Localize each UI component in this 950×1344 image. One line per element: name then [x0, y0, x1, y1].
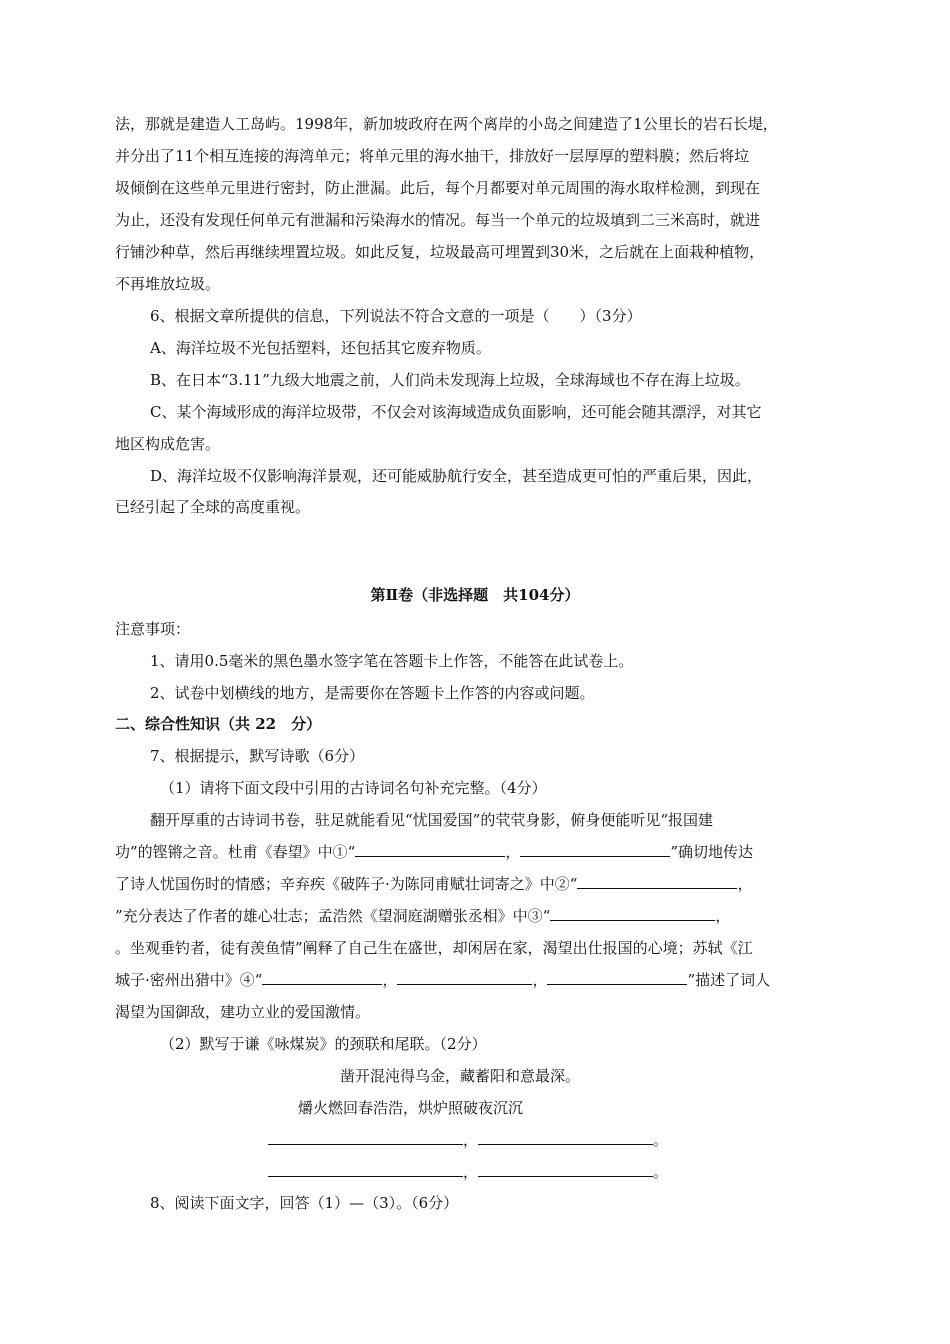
question-6-option-c-cont: 地区构成危害。 [115, 435, 221, 453]
answer-blank[interactable] [262, 970, 382, 985]
text-segment: ， [715, 907, 731, 925]
answer-blank[interactable] [478, 1162, 653, 1177]
answer-blank[interactable] [268, 1162, 463, 1177]
question-7-text [115, 874, 752, 894]
poem-answer-line [268, 1130, 668, 1150]
question-7-text [115, 970, 770, 990]
question-7-stem: 7、根据提示，默写诗歌（6分） [150, 747, 365, 765]
answer-blank[interactable] [550, 906, 715, 921]
part-title: 二、综合性知识（共 22 分） [115, 715, 322, 733]
passage-line: 为止，还没有发现任何单元有泄漏和污染海水的情况。每当一个单元的垃圾填到二三米高时，就进 [115, 211, 761, 229]
text-segment: 功”的铿锵之音。杜甫《春望》中①“ [115, 843, 356, 861]
passage-line: 圾倾倒在这些单元里进行密封，防止泄漏。此后，每个月都要对单元周围的海水取样检测，到现在 [115, 179, 761, 197]
answer-blank[interactable] [547, 970, 687, 985]
question-7-text: 。坐观垂钓者，徒有羡鱼情”阐释了自己生在盛世，却闲居在家，渴望出仕报国的心境；苏轼《江 [115, 939, 753, 957]
question-6-option-d-cont: 已经引起了全球的高度重视。 [115, 498, 311, 516]
notice-item: 2、试卷中划横线的地方，是需要你在答题卡上作答的内容或问题。 [150, 684, 595, 702]
text-segment: ， [463, 1131, 479, 1149]
question-7-text: 渴望为国御敌，建功立业的爱国激情。 [115, 1003, 371, 1021]
question-6-option-b: B、在日本“3.11”九级大地震之前，人们尚未发现海上垃圾，全球海域也不存在海上垃圾。 [150, 371, 750, 389]
question-6-option-c: C、某个海域形成的海洋垃圾带，不仅会对该海域造成负面影响，还可能会随其漂浮，对其它 [150, 403, 762, 421]
text-segment: ， [463, 1163, 479, 1181]
question-7-text [115, 906, 730, 926]
passage-line: 法，那就是建造人工岛屿。1998年，新加坡政府在两个离岸的小岛之间建造了1公里长的岩石长堤， [115, 115, 778, 133]
question-7-sub2: （2）默写于谦《咏煤炭》的颈联和尾联。（2分） [160, 1035, 487, 1053]
notice-label: 注意事项： [115, 620, 191, 638]
answer-blank[interactable] [268, 1130, 463, 1145]
notice-item: 1、请用0.5毫米的黑色墨水签字笔在答题卡上作答，不能答在此试卷上。 [150, 652, 634, 670]
passage-line: 行铺沙种草，然后再继续埋置垃圾。如此反复，垃圾最高可埋置到30米，之后就在上面栽种植物， [115, 243, 765, 261]
question-7-text [115, 842, 753, 862]
answer-blank[interactable] [355, 842, 505, 857]
question-8-stem: 8、阅读下面文字，回答（1）—（3）。（6分） [150, 1194, 459, 1212]
text-segment: ， [532, 971, 548, 989]
answer-blank[interactable] [520, 842, 670, 857]
answer-blank[interactable] [397, 970, 532, 985]
poem-line: 凿开混沌得乌金，藏蓄阳和意最深。 [340, 1067, 581, 1085]
question-7-sub1: （1）请将下面文段中引用的古诗词名句补充完整。（4分） [160, 779, 547, 797]
question-6-option-d: D、海洋垃圾不仅影响海洋景观，还可能威胁航行安全，甚至造成更可怕的严重后果，因此， [150, 467, 763, 485]
answer-blank[interactable] [478, 1130, 653, 1145]
poem-line: 爝火燃回春浩浩，烘炉照破夜沉沉 [298, 1099, 524, 1117]
section-title: 第Ⅱ卷（非选择题 共104分） [370, 586, 580, 604]
text-segment: 了诗人忧国伤时的情感；辛弃疾《破阵子·为陈同甫赋壮词寄之》中②“ [115, 875, 578, 893]
passage-line: 并分出了11个相互连接的海湾单元；将单元里的海水抽干，排放好一层厚厚的塑料膜；然后将垃 [115, 147, 750, 165]
text-segment: ”充分表达了作者的雄心壮志；孟浩然《望洞庭湖赠张丞相》中③“ [115, 907, 551, 925]
question-6-stem: 6、根据文章所提供的信息，下列说法不符合文意的一项是（ ）（3分） [150, 307, 642, 325]
passage-line: 不再堆放垃圾。 [115, 275, 221, 293]
text-segment: ”描述了词人 [687, 971, 771, 989]
question-7-text: 翻开厚重的古诗词书卷，驻足就能看见“忧国爱国”的茕茕身影，俯身便能听见“报国建 [150, 811, 714, 829]
question-6-option-a: A、海洋垃圾不光包括塑料，还包括其它废弃物质。 [150, 339, 491, 357]
text-segment: ”确切地传达 [670, 843, 754, 861]
text-segment: 。 [653, 1131, 669, 1149]
answer-blank[interactable] [577, 874, 737, 889]
poem-answer-line [268, 1162, 668, 1182]
text-segment: 。 [653, 1163, 669, 1181]
text-segment: ， [505, 843, 521, 861]
text-segment: ， [737, 875, 753, 893]
text-segment: 城子·密州出猎中》④“ [115, 971, 263, 989]
text-segment: ， [382, 971, 398, 989]
